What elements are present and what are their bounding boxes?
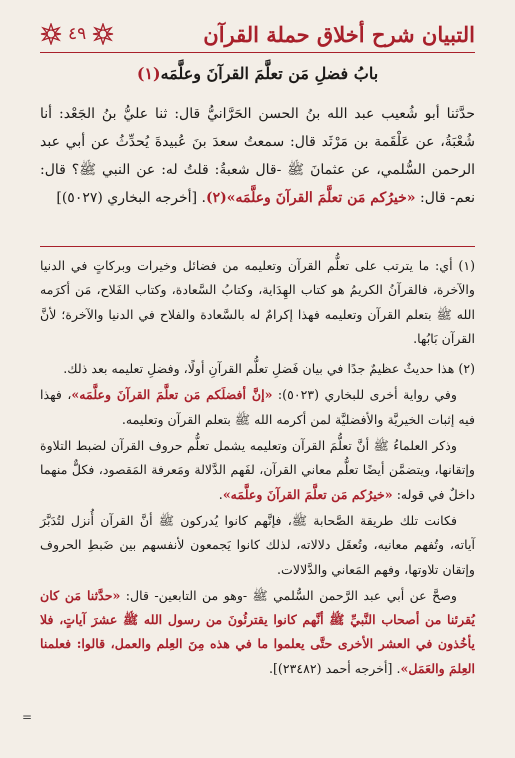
page-number-group: [40, 23, 114, 45]
note-paragraph: [40, 383, 475, 432]
header-rule: [40, 52, 475, 53]
arabesque-ornament-icon: [40, 23, 62, 45]
footnote-1: (١) أي: ما يترتب على تعلُّم القرآن وتعليمه من فضائل وخيرات وبركاتٍ في الدنيا والآخرة، فالقرآنُ الكريمُ هو كتاب الهِدَاية، وكتابُ السَّعادة، وكتاب الفَلاح، مَن أكرَمه الله ﷺ بتعلم القرآن وتعليمه فهذا إكرامٌ له بالسَّعادة والفلاح في الدنيا والآخرة؛ لأنَّ القرآن بَابُها.: [40, 258, 475, 346]
note-reference: . [أخرجه أحمد (٢٣٤٨٢)].: [269, 660, 401, 676]
arabesque-ornament-icon: [92, 23, 114, 45]
footnote-2: (٢) هذا حديثٌ عظيمٌ جدًا في بيان فَضلِ تعلُّم القرآنِ أولًا، وفضلِ تعليمه بعد ذلك.: [63, 361, 475, 377]
footnote-marker: (٢): [205, 190, 227, 206]
chapter-heading: [40, 64, 475, 83]
hadith-line: عن عَلْقَمة بن مَرْثَد قال: سمعتُ سعدَ بنَ عُبيدةَ يُحدِّثُ عن أبي عبد الرحمن السُّلمي،: [40, 134, 475, 178]
hadith-paragraph: [40, 100, 475, 212]
hadith-text: [40, 100, 475, 212]
page-number: ٤٩: [68, 24, 87, 44]
note-text: وصحَّ عن أبي عبد الرَّحمن السُّلمي ﷺ -وهو من التابعين- قال:: [125, 587, 457, 603]
note-quote: «حدَّثنا مَن كان يُقرئنا من أصحاب النَّبيِّ ﷺ أنَّهم كانوا يقترئُونَ من رسول الله ﷺ عشرَ آياتٍ، فلا يأخُذون في العشر الأخرى حتَّى يعلموا ما في هذه مِنَ العِلم والعمل، قالوا: فعلمنا العِلمَ والعَمَل»: [40, 587, 475, 676]
page-header: [40, 16, 475, 52]
note-text: وفي رواية أخرى للبخاري (٥٠٢٣):: [277, 387, 457, 403]
running-title: التبيان شرح أخلاق حملة القرآن: [203, 21, 475, 47]
note-quote: «خيرُكم مَن تعلَّمَ القرآنَ وعلَّمَه»: [222, 486, 393, 502]
footnotes: [40, 254, 475, 683]
note-text: .: [218, 486, 223, 502]
chapter-heading-text: بابُ فضلِ مَن تعلَّمَ القرآنَ وعلَّمَه: [160, 64, 379, 83]
hadith-line: حدَّثنا أبو شُعيب عبد الله بنُ الحسن الحَرَّانيُّ قال: ثنا عليُّ بنُ الجَعْد: أنا شُعْبَةُ،: [40, 106, 475, 150]
note-quote: «إنَّ أفضلَكم مَن تعلَّمَ القرآنَ وعلَّمَه»: [71, 387, 273, 403]
note-paragraph: فكانت تلك طريقة الصَّحابة ﷺ، فإنَّهم كانوا يُدركون ﷺ أنَّ القرآن أُنزل لتُدَبَّرَ آياته، وتُفهم معانيه، وتُعقَل دلالاته، لذلك كانوا يَجمعون لأنفسهم بين ضَبطِ الحروف وإتقان تلاوتها، وفهم المَعاني والدَّلالات.: [40, 512, 475, 577]
hadith-quote: «خيرُكم مَن تعلَّمَ القرآنَ وعلَّمَه»: [226, 190, 416, 206]
hadith-reference: . [أخرجه البخاري (٥٠٢٧)]: [56, 190, 206, 206]
note-text: ، فهذا فيه إثبات الخيريَّة والأفضليَّة لمن أكرمه الله ﷺ بتعلم القرآن وتعليمه.: [40, 387, 475, 427]
footnote-divider: [40, 246, 475, 247]
note-paragraph: [40, 434, 475, 507]
note-paragraph: [40, 584, 475, 681]
footnote-marker: (١): [136, 64, 161, 83]
note-text: وذكر العلماءُ ﷺ أنَّ تعلُّمَ القرآن وتعليمه يشمل تعلُّم حروف القرآن لضبط التلاوة وإتقانها، ويتضمَّن أيضًا تعلُّم معاني القرآن، لفَهم الدَّلالة ومَعرفة المَقصود، فكلٌّ منهما داخلٌ في قوله:: [40, 438, 475, 502]
continuation-mark: =: [22, 710, 33, 724]
hadith-line: عن عثمانَ ﷺ -قال شعبةُ: قلتُ له: عن النبي ﷺ؟ قال: نعم- قال:: [40, 162, 475, 206]
